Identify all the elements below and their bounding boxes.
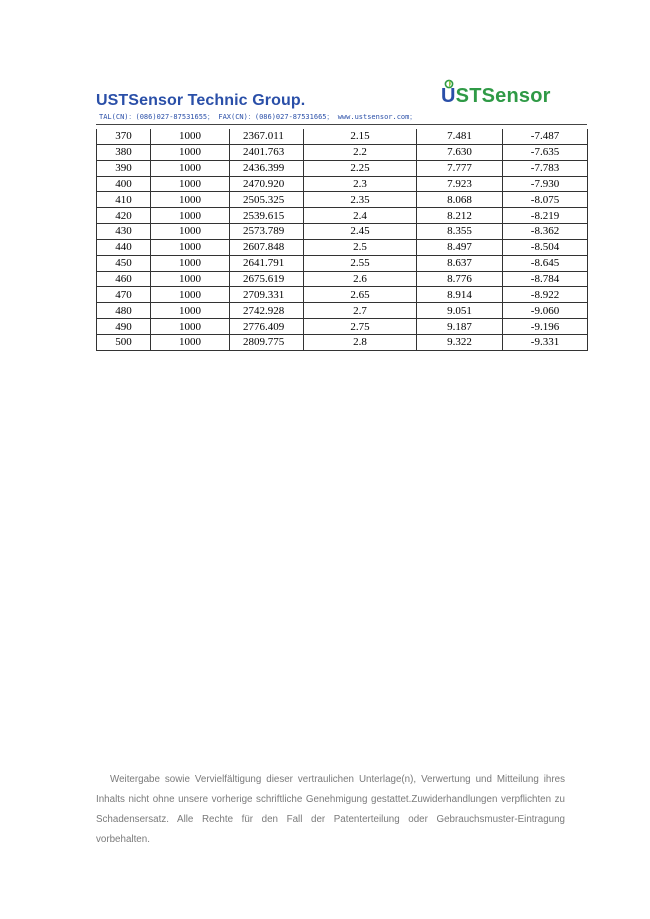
logo-wordmark-rest: STSensor <box>455 85 551 107</box>
table-cell: -8.922 <box>503 287 588 303</box>
table-row <box>97 287 588 303</box>
contact-line: TAL(CN)：(086)027-87531655； FAX(CN)：(086)027-87531665； www.ustsensor.com； <box>99 113 417 121</box>
table-cell: -8.645 <box>503 255 588 271</box>
table-cell: 8.776 <box>417 271 503 287</box>
table-cell: 2.25 <box>304 160 417 176</box>
table-cell: 2.6 <box>304 271 417 287</box>
logo-letter-u: U <box>441 85 456 107</box>
table-cell: -9.331 <box>503 334 588 350</box>
table-cell: 2709.331 <box>230 287 304 303</box>
table-cell: 370 <box>97 129 151 144</box>
table-cell: 500 <box>97 334 151 350</box>
table-cell: 1000 <box>151 303 230 319</box>
table-cell: 2641.791 <box>230 255 304 271</box>
table-cell: 400 <box>97 176 151 192</box>
table-row <box>97 255 588 271</box>
table-cell: 1000 <box>151 224 230 240</box>
confidentiality-notice: Weitergabe sowie Vervielfältigung dieser vertraulichen Unterlage(n), Verwertung und Mitteilung ihres Inhalts nicht ohne unsere vorherige schriftliche Genehmigung gestattet.Zuwiderhandlungen verpflichten zu Schadensersatz. Alle Rechte für den Fall der Patenterteilung oder Gebrauchsmuster-Eintragung vorbehalten. <box>96 774 565 845</box>
table-cell: 2.3 <box>304 176 417 192</box>
table-cell: 7.630 <box>417 144 503 160</box>
table-cell: 470 <box>97 287 151 303</box>
table-cell: 1000 <box>151 334 230 350</box>
table-cell: 2.65 <box>304 287 417 303</box>
logo-wordmark <box>441 85 551 108</box>
table-row <box>97 129 588 144</box>
table-cell: 390 <box>97 160 151 176</box>
table-row <box>97 271 588 287</box>
table-cell: 7.481 <box>417 129 503 144</box>
table-cell: 410 <box>97 192 151 208</box>
table-cell: 2.35 <box>304 192 417 208</box>
company-logo <box>441 80 561 112</box>
table-cell: 380 <box>97 144 151 160</box>
table-cell: -7.635 <box>503 144 588 160</box>
table-cell: -8.219 <box>503 208 588 224</box>
table-row <box>97 334 588 350</box>
table-cell: 2.55 <box>304 255 417 271</box>
table-cell: 1000 <box>151 176 230 192</box>
table-cell: -8.504 <box>503 239 588 255</box>
table-cell: 7.777 <box>417 160 503 176</box>
table-cell: 430 <box>97 224 151 240</box>
table-cell: 2401.763 <box>230 144 304 160</box>
table-cell: 2.7 <box>304 303 417 319</box>
table-cell: 1000 <box>151 208 230 224</box>
table-row <box>97 192 588 208</box>
table-cell: 1000 <box>151 144 230 160</box>
table-cell: 2.5 <box>304 239 417 255</box>
table-cell: 480 <box>97 303 151 319</box>
table-row <box>97 224 588 240</box>
table-cell: 450 <box>97 255 151 271</box>
table-cell: 9.051 <box>417 303 503 319</box>
table-cell: 2742.928 <box>230 303 304 319</box>
table-cell: 8.355 <box>417 224 503 240</box>
table-cell: 8.914 <box>417 287 503 303</box>
table-cell: 1000 <box>151 255 230 271</box>
table-cell: -8.075 <box>503 192 588 208</box>
table-cell: 2.45 <box>304 224 417 240</box>
table-row <box>97 239 588 255</box>
table-cell: 8.068 <box>417 192 503 208</box>
table-row <box>97 303 588 319</box>
table-cell: -7.487 <box>503 129 588 144</box>
table-cell: 2470.920 <box>230 176 304 192</box>
company-title: USTSensor Technic Group. <box>96 92 306 109</box>
table-cell: 1000 <box>151 287 230 303</box>
table-cell: 2776.409 <box>230 319 304 335</box>
table-cell: -7.930 <box>503 176 588 192</box>
table-row <box>97 144 588 160</box>
table-cell: 2436.399 <box>230 160 304 176</box>
table-cell: 8.212 <box>417 208 503 224</box>
table-cell: 9.322 <box>417 334 503 350</box>
table-cell: 420 <box>97 208 151 224</box>
table-row <box>97 160 588 176</box>
table-cell: -7.783 <box>503 160 588 176</box>
table-row <box>97 208 588 224</box>
table-cell: 440 <box>97 239 151 255</box>
table-cell: 1000 <box>151 271 230 287</box>
table-cell: 8.637 <box>417 255 503 271</box>
table-cell: 2505.325 <box>230 192 304 208</box>
table-cell: 1000 <box>151 160 230 176</box>
table-cell: 2.4 <box>304 208 417 224</box>
table-row <box>97 176 588 192</box>
table-row <box>97 319 588 335</box>
table-cell: 2367.011 <box>230 129 304 144</box>
table-cell: 1000 <box>151 239 230 255</box>
table-cell: 460 <box>97 271 151 287</box>
table-cell: 490 <box>97 319 151 335</box>
table-cell: 8.497 <box>417 239 503 255</box>
table-cell: 1000 <box>151 192 230 208</box>
table-cell: 2.8 <box>304 334 417 350</box>
table-cell: 1000 <box>151 129 230 144</box>
table-cell: -9.196 <box>503 319 588 335</box>
table-cell: 2607.848 <box>230 239 304 255</box>
table-cell: 2.2 <box>304 144 417 160</box>
table-cell: 2.75 <box>304 319 417 335</box>
table-cell: -9.060 <box>503 303 588 319</box>
table-cell: 2573.789 <box>230 224 304 240</box>
table-cell: 2.15 <box>304 129 417 144</box>
table-cell: 2539.615 <box>230 208 304 224</box>
data-table-body <box>97 129 588 350</box>
header-divider <box>96 124 587 125</box>
table-cell: 9.187 <box>417 319 503 335</box>
table-cell: 2675.619 <box>230 271 304 287</box>
table-cell: 7.923 <box>417 176 503 192</box>
table-cell: -8.784 <box>503 271 588 287</box>
data-table <box>96 129 588 351</box>
table-cell: 2809.775 <box>230 334 304 350</box>
table-cell: 1000 <box>151 319 230 335</box>
table-cell: -8.362 <box>503 224 588 240</box>
